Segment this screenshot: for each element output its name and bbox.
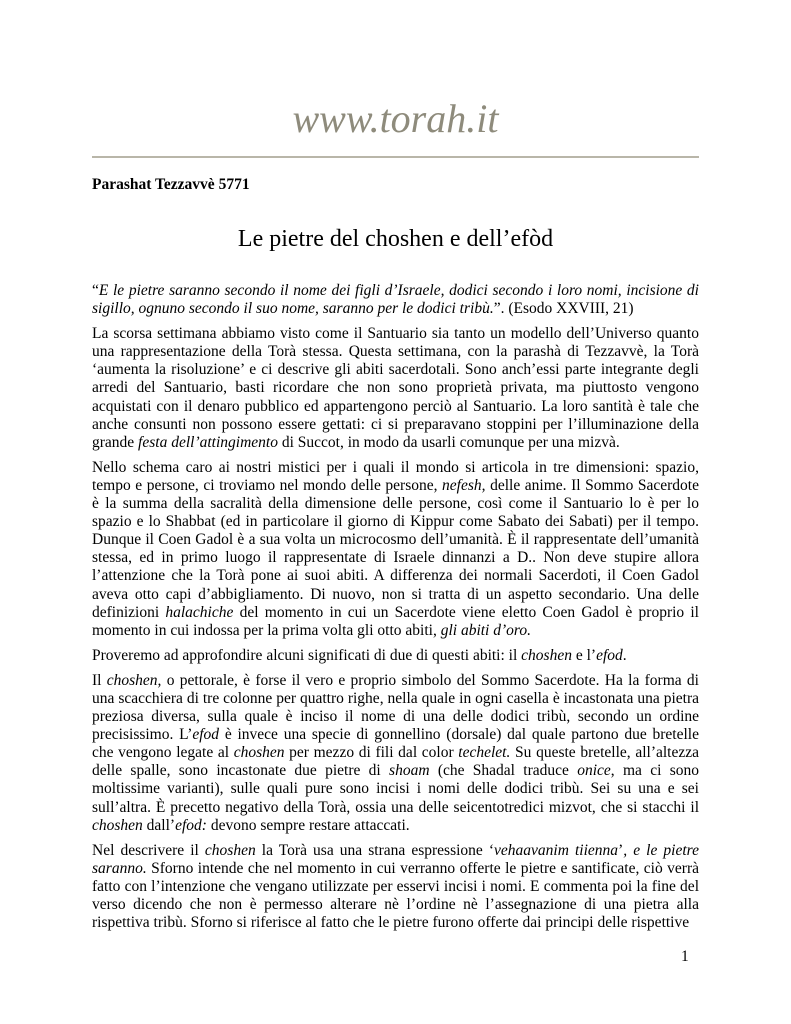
text-run: ”. (Esodo XXVIII, 21) bbox=[493, 300, 634, 318]
text-run: La scorsa settimana abbiamo visto come il Santuario sia tanto un modello dell’Universo quanto una rappresentazione della Torà stessa. Questa settimana, con la parashà di Tezzavvè, la Torà ‘aumenta la risoluzione’ e ci descrive gli abiti sacerdotali. Sono anch’essi parte integrante degli arredi del Santuario, basti ricordare che non sono proprietà privata, ma piuttosto vengono acquistati con il denaro pubblico ed appartengono perciò al Santuario. La loro santità è tale che anche consunti non possono essere gettati: ci si preparavano stoppini per l’illuminazione della grande bbox=[92, 325, 699, 451]
italic-text-run: efod bbox=[192, 726, 220, 744]
text-run: ’ bbox=[618, 841, 624, 859]
text-run: di Succot, in modo da usarli comunque per una mizvà. bbox=[277, 433, 620, 451]
text-run: (che Shadal traduce bbox=[429, 762, 578, 780]
text-run: o pettorale, è forse il vero e proprio simbolo del Sommo Sacerdote. Ha la forma di una scacchiera di tre colonne per quattro righe, nella quale in ogni casella è incastonata una pietra preziosa diversa, sulla quale è inciso il nome di una delle dodici tribù, secondo un ordine precisissimo. L’ bbox=[92, 671, 699, 744]
italic-text-run: efod: bbox=[175, 816, 207, 834]
text-run: delle anime. Il Sommo Sacerdote è la summa della sacralità della dimensione delle persone, così come il Santuario lo è per lo spazio e lo Shabbat (ed in particolare il giorno di Kippur come Sabato dei Sabati) per il tempo. Dunque il Coen Gadol è a sua volta un microcosmo dell’umanità. È il rappresentate dell’umanità stessa, ed in primo luogo il rappresentate di Israele dinnanzi a D.. Non deve stupire allora l’attenzione che la Torà pone ai suoi abiti. A differenza dei normali Sacerdoti, il Coen Gadol aveva otto capi d’abbigliamento. Di nuovo, non si tratta di un aspetto secondario. Una delle definizioni bbox=[92, 476, 699, 621]
document-title: Le pietre del choshen e dell’efòd bbox=[237, 226, 554, 252]
text-run: . bbox=[622, 646, 627, 664]
text-run: Nel descrivere il bbox=[92, 841, 205, 859]
italic-text-run: gli abiti d’oro. bbox=[440, 621, 531, 639]
text-run: dall’ bbox=[142, 816, 176, 834]
italic-text-run: choshen bbox=[233, 744, 285, 762]
text-run: Nello schema caro ai nostri mistici per i quali il mondo si articola in tre dimensioni: spazio, tempo e persone, ci troviamo nel mondo delle persone, bbox=[92, 458, 699, 494]
text-run: per mezzo di fili dal color bbox=[284, 744, 459, 762]
body-paragraph bbox=[92, 842, 699, 932]
italic-text-run: choshen bbox=[92, 816, 143, 834]
text-run: Su queste bretelle, all’altezza delle spalle, sono incastonate due pietre di bbox=[92, 744, 699, 780]
text-run: del momento in cui un Sacerdote viene eletto Coen Gadol è proprio il momento in cui indossa per la prima volta gli otto abiti, bbox=[92, 603, 699, 639]
site-header-title: www.torah.it bbox=[292, 96, 499, 141]
page-number: 1 bbox=[681, 948, 689, 965]
italic-text-run: festa dell’attingimento bbox=[138, 433, 278, 451]
text-run: e l’ bbox=[571, 646, 597, 664]
italic-text-run: vehaavanim tiienna bbox=[494, 841, 619, 859]
italic-text-run: , e le pietre saranno. bbox=[92, 841, 699, 877]
italic-text-run: choshen bbox=[204, 841, 256, 859]
body-paragraph bbox=[92, 647, 699, 665]
text-run: , ma ci sono moltissime varianti), sulle quali pure sono incisi i nomi delle dodici tribù. Sei su una e sei sull’altra. È precetto negativo della Torà, ossia una delle seicentotredici mizvot, che si stacchi il bbox=[92, 762, 700, 816]
italic-text-run: choshen bbox=[521, 646, 572, 664]
body-paragraph bbox=[92, 282, 699, 318]
italic-text-run: nefesh, bbox=[442, 476, 486, 494]
italic-text-run: halachiche bbox=[165, 603, 234, 621]
text-run: “ bbox=[92, 282, 99, 299]
body-paragraph bbox=[92, 325, 699, 452]
italic-text-run: shoam bbox=[389, 762, 430, 780]
text-run: devono sempre restare attaccati. bbox=[206, 816, 410, 834]
parashat-heading: Parashat Tezzavvè 5771 bbox=[92, 176, 250, 193]
text-run: Proveremo ad approfondire alcuni significati di due di questi abiti: il bbox=[92, 646, 522, 664]
body-paragraph bbox=[92, 672, 699, 835]
text-run: la Torà usa una strana espressione ‘ bbox=[255, 841, 495, 859]
text-run: Sforno intende che nel momento in cui verranno offerte le pietre e santificate, ciò verrà fatto con l’intenzione che vengano utilizzate per esservi incisi i nomi. E commenta poi la fine del verso dicendo che non è permesso alterare nè l’ordine nè l’assegnazione di una pietra alla rispettiva tribù. Sforno si riferisce al fatto che le pietre furono offerte dai principi delle rispettive bbox=[92, 859, 699, 932]
text-run: Il bbox=[92, 671, 107, 689]
document-body bbox=[92, 282, 699, 939]
italic-text-run: techelet. bbox=[458, 744, 511, 762]
header-divider bbox=[92, 156, 699, 158]
italic-text-run: onice bbox=[577, 762, 611, 780]
italic-text-run: E le pietre saranno secondo il nome dei figli d’Israele, dodici secondo i loro nomi, incisione di sigillo, ognuno secondo il suo nome, saranno per le dodici tribù. bbox=[92, 282, 699, 318]
text-run: è invece una specie di gonnellino (dorsale) dal quale partono due bretelle che vengono legate al bbox=[92, 726, 699, 762]
italic-text-run: efod bbox=[596, 646, 623, 664]
body-paragraph bbox=[92, 459, 699, 640]
italic-text-run: choshen, bbox=[106, 671, 162, 689]
